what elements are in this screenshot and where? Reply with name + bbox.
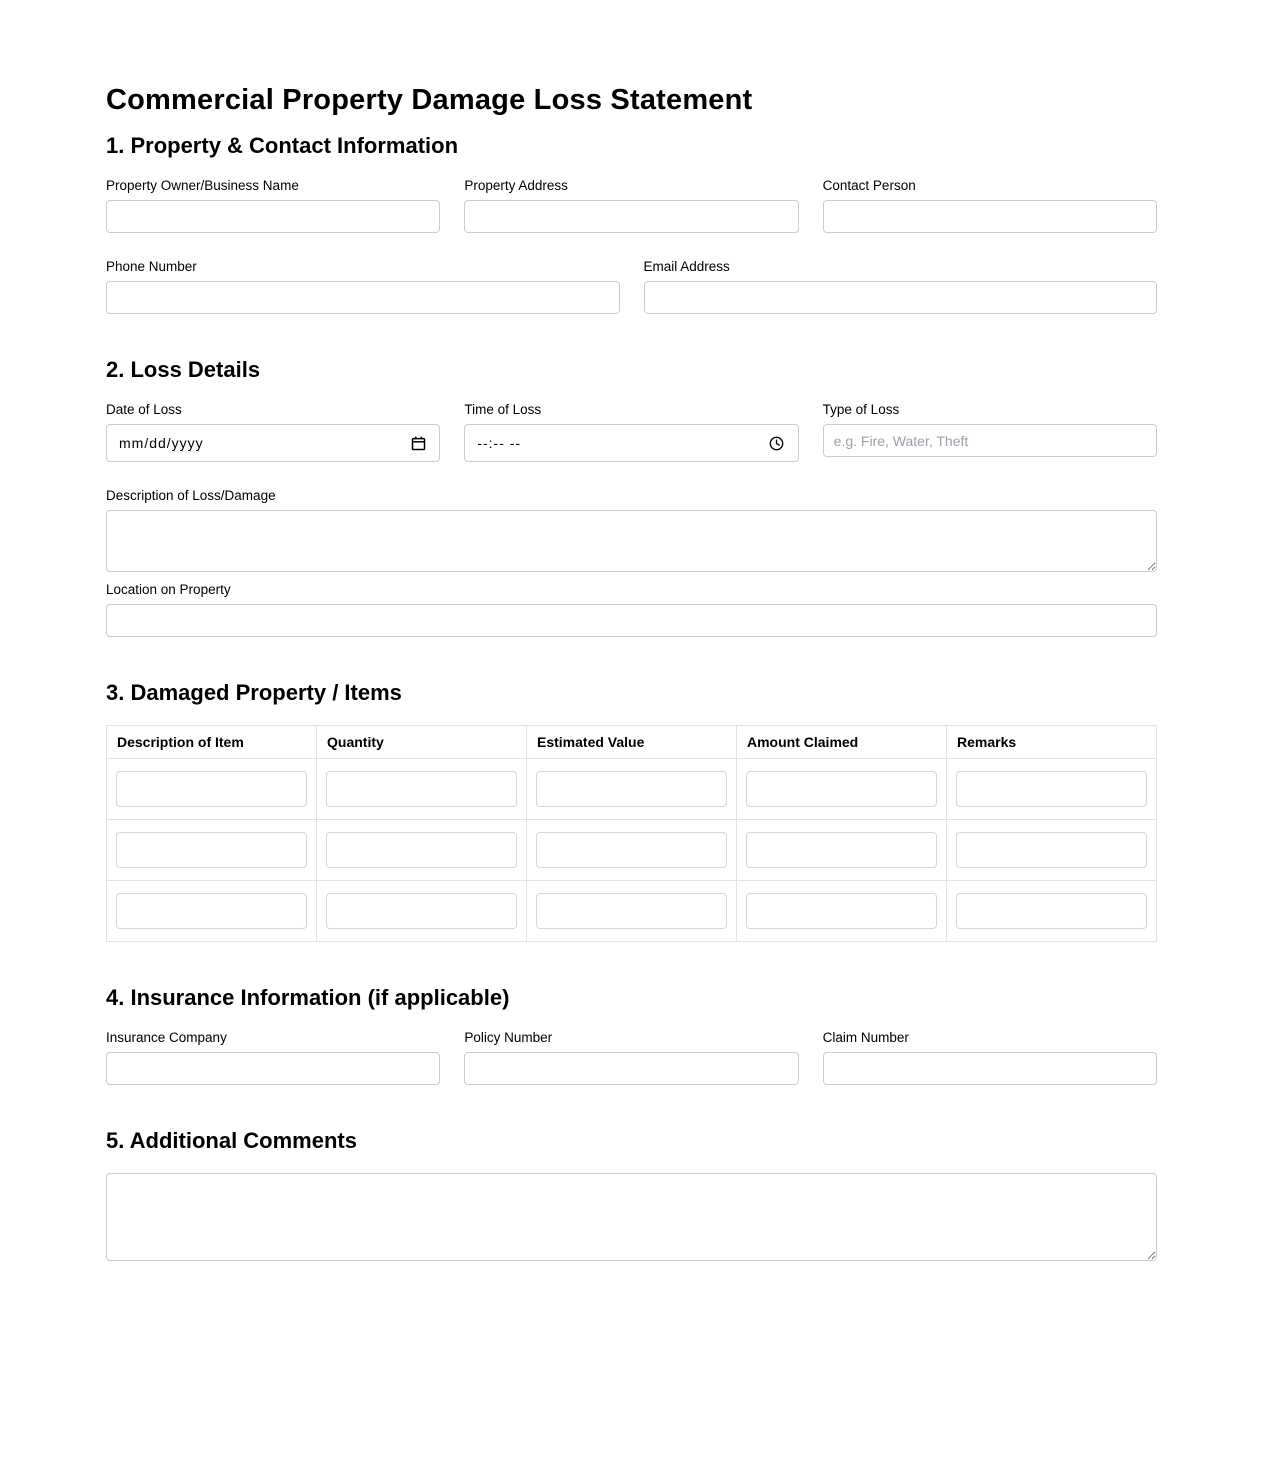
page-title: Commercial Property Damage Loss Statement (106, 84, 753, 116)
section-additional-comments (106, 1128, 1157, 1261)
email-label: Email Address (643, 259, 730, 274)
clock-icon[interactable] (768, 434, 786, 452)
item-remarks-input[interactable] (956, 771, 1147, 807)
item-quantity-input[interactable] (326, 771, 517, 807)
section-property-contact (106, 133, 1157, 314)
table-row (107, 881, 1157, 942)
field-contact-person (823, 178, 1157, 233)
type-of-loss-label: Type of Loss (822, 402, 900, 417)
column-header-estimated-value: Estimated Value (527, 726, 737, 759)
item-estimated-value-input[interactable] (536, 893, 727, 929)
field-time-of-loss (464, 402, 798, 462)
claim-number-label: Claim Number (822, 1030, 909, 1045)
policy-number-input[interactable] (464, 1052, 798, 1085)
phone-input[interactable] (106, 281, 620, 314)
column-header-remarks: Remarks (947, 726, 1157, 759)
item-remarks-input[interactable] (956, 832, 1147, 868)
location-on-property-label: Location on Property (106, 582, 231, 597)
section-heading-additional-comments: 5. Additional Comments (106, 1128, 357, 1153)
time-placeholder-text: --:-- -- (477, 435, 522, 451)
table-header-row (107, 726, 1157, 759)
item-description-input[interactable] (116, 832, 307, 868)
date-of-loss-label: Date of Loss (106, 402, 182, 417)
additional-comments-textarea[interactable] (106, 1173, 1157, 1261)
owner-label: Property Owner/Business Name (106, 178, 299, 193)
insurance-company-input[interactable] (106, 1052, 440, 1085)
form-page (106, 0, 1157, 1421)
time-of-loss-input[interactable] (464, 424, 798, 462)
field-owner (106, 178, 440, 233)
section-damaged-items (106, 680, 1157, 942)
field-email (644, 259, 1158, 314)
date-of-loss-input[interactable] (106, 424, 440, 462)
item-amount-claimed-input[interactable] (746, 832, 937, 868)
field-property-address (464, 178, 798, 233)
phone-label: Phone Number (106, 259, 197, 274)
loss-description-label: Description of Loss/Damage (106, 488, 276, 503)
item-estimated-value-input[interactable] (536, 771, 727, 807)
type-of-loss-input[interactable] (823, 424, 1157, 457)
column-header-amount-claimed: Amount Claimed (737, 726, 947, 759)
contact-person-label: Contact Person (822, 178, 916, 193)
loss-description-textarea[interactable] (106, 510, 1157, 572)
item-description-input[interactable] (116, 893, 307, 929)
field-loss-description (106, 488, 1157, 572)
property-address-label: Property Address (464, 178, 568, 193)
item-quantity-input[interactable] (326, 893, 517, 929)
owner-input[interactable] (106, 200, 440, 233)
column-header-description: Description of Item (107, 726, 317, 759)
section-heading-loss-details: 2. Loss Details (106, 357, 261, 382)
field-date-of-loss (106, 402, 440, 462)
calendar-icon[interactable] (409, 434, 427, 452)
field-policy-number (464, 1030, 798, 1085)
policy-number-label: Policy Number (464, 1030, 553, 1045)
field-claim-number (823, 1030, 1157, 1085)
claim-number-input[interactable] (823, 1052, 1157, 1085)
item-estimated-value-input[interactable] (536, 832, 727, 868)
field-insurance-company (106, 1030, 440, 1085)
section-insurance (106, 985, 1157, 1085)
item-amount-claimed-input[interactable] (746, 771, 937, 807)
item-remarks-input[interactable] (956, 893, 1147, 929)
table-row (107, 820, 1157, 881)
location-on-property-input[interactable] (106, 604, 1157, 637)
item-description-input[interactable] (116, 771, 307, 807)
item-amount-claimed-input[interactable] (746, 893, 937, 929)
section-heading-insurance: 4. Insurance Information (if applicable) (106, 985, 510, 1010)
field-type-of-loss (823, 402, 1157, 462)
property-address-input[interactable] (464, 200, 798, 233)
contact-person-input[interactable] (823, 200, 1157, 233)
insurance-company-label: Insurance Company (106, 1030, 227, 1045)
time-of-loss-label: Time of Loss (464, 402, 542, 417)
damaged-items-table (106, 725, 1157, 942)
section-heading-damaged-items: 3. Damaged Property / Items (106, 680, 402, 705)
field-phone (106, 259, 620, 314)
email-input[interactable] (644, 281, 1158, 314)
section-loss-details (106, 357, 1157, 637)
table-row (107, 759, 1157, 820)
item-quantity-input[interactable] (326, 832, 517, 868)
section-heading-property-contact: 1. Property & Contact Information (106, 133, 459, 158)
field-location-on-property (106, 582, 1157, 637)
column-header-quantity: Quantity (317, 726, 527, 759)
date-placeholder-text: mm/dd/yyyy (119, 435, 204, 451)
